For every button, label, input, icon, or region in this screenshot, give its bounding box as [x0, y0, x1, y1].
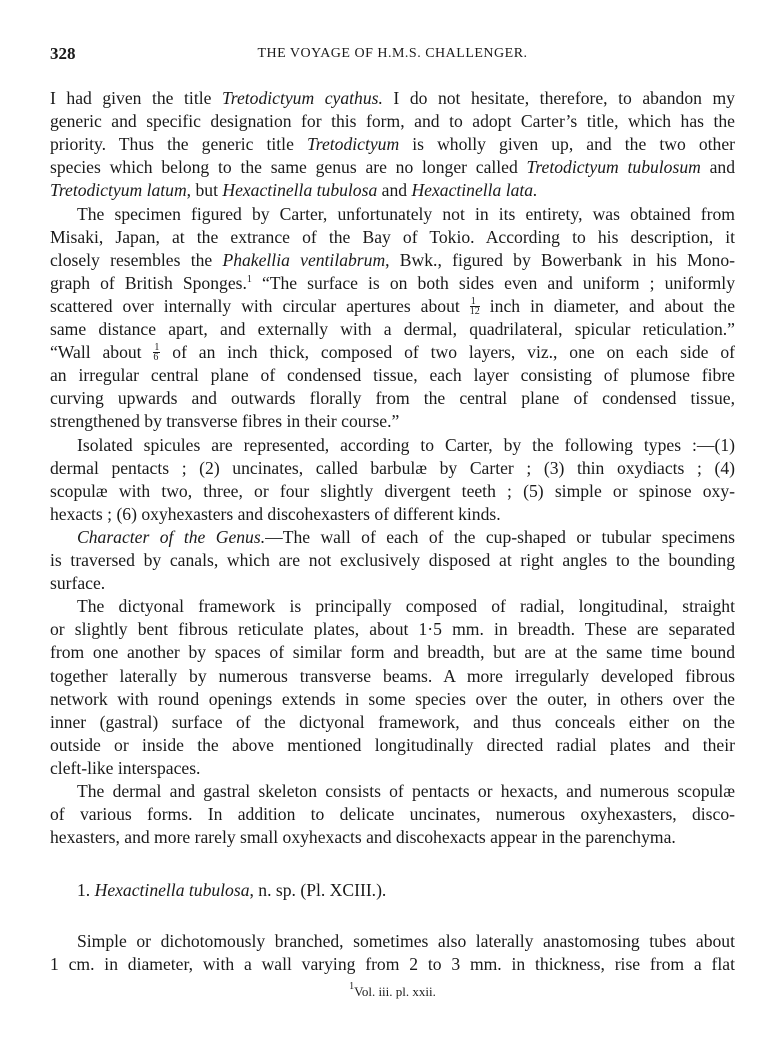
section-plate-ref: , n. sp. (Pl. XCIII.).	[249, 880, 387, 900]
text-line: The specimen figured by Carter, unfortunately not in its entirety, was obtained from	[77, 203, 735, 224]
text-line: cleft-like interspaces.	[50, 757, 201, 778]
text-line: priority. Thus the generic title Tretodictyum is wholly given up, and the two other	[50, 134, 736, 155]
text-line: an irregular central plane of condensed tissue, each layer consisting of plumose fibre	[50, 365, 735, 386]
italic-text: Tretodictyum cyathus.	[221, 88, 383, 108]
text-line: inner (gastral) surface of the dictyonal framework, and thus conceals either on the	[50, 711, 735, 732]
italic-text: Tretodictyum tubulosum	[526, 157, 701, 178]
text-line: I had given the title Tretodictyum cyathus. I do not hesitate, therefore, to abandon my	[50, 88, 735, 108]
text-line: dermal pentacts ; (2) uncinates, called barbulæ by Carter ; (3) thin oxydiacts ; (4)	[50, 457, 735, 478]
italic-text: Phakellia ventilabrum	[222, 249, 386, 270]
italic-text: Tretodictyum latum	[50, 180, 187, 201]
text-line: or slightly bent fibrous reticulate plates, about 1·5 mm. in breadth. These are separated	[50, 619, 735, 640]
italic-text: Hexactinella lata.	[411, 180, 538, 201]
text-line: graph of British Sponges.$^1$ “The surface is on both sides even and uniform ; uniformly	[50, 272, 735, 293]
running-title: THE VOYAGE OF H.M.S. CHALLENGER.	[257, 46, 528, 61]
text-line: scattered over internally with circular apertures about $\frac{1}{12}$ inch in diameter, and about the	[50, 295, 735, 317]
text-line: generic and specific designation for this form, and to adopt Carter’s title, which has the	[50, 111, 735, 132]
text-line: surface.	[50, 573, 106, 594]
text-line: together laterally by numerous transverse beams. A more irregularly developed fibrous	[50, 665, 735, 686]
section-species-name: Hexactinella tubulosa	[94, 880, 250, 900]
section-heading	[77, 878, 386, 902]
text-line: Isolated spicules are represented, according to Carter, by the following types :—(1)	[77, 434, 735, 455]
footnote-reference: 1	[246, 273, 252, 285]
text-line: Tretodictyum latum, but Hexactinella tubulosa and Hexactinella lata.	[50, 180, 538, 201]
page-header	[50, 44, 735, 68]
text-line: Misaki, Japan, at the extrance of the Bay of Tokio. According to his description, it	[50, 226, 735, 247]
text-line: closely resembles the Phakellia ventilabrum, Bwk., figured by Bowerbank in his Mono-	[50, 249, 735, 270]
text-line: outside or inside the above mentioned longitudinally directed radial plates and their	[50, 734, 735, 755]
text-line: The dictyonal framework is principally composed of radial, longitudinal, straight	[77, 596, 735, 617]
text-line: scopulæ with two, three, or four slightly divergent teeth ; (5) simple or spinose oxy-	[50, 480, 735, 501]
text-line: 1 cm. in diameter, with a wall varying from 2 to 3 mm. in thickness, rise from a flat	[50, 954, 735, 975]
text-line: is traversed by canals, which are not exclusively disposed at right angles to the bounding	[50, 550, 735, 570]
text-line: from one another by spaces of similar form and breadth, but are at the same time bound	[50, 642, 735, 663]
text-line: strengthened by transverse fibres in their course.”	[50, 411, 400, 432]
italic-text: Character of the Genus.	[77, 526, 266, 547]
footnote-text: Vol. iii. pl. xxii.	[354, 984, 436, 999]
fraction: $\frac{1}{6}$	[153, 342, 160, 364]
italic-text: Tretodictyum	[306, 134, 400, 155]
text-line: curving upwards and outwards florally from the central plane of condensed tissue,	[50, 388, 735, 409]
section-number: 1.	[77, 880, 91, 900]
text-line: “Wall about $\frac{1}{6}$ of an inch thick, composed of two layers, viz., one on each side of	[50, 342, 735, 364]
text-line: hexacts ; (6) oxyhexasters and discohexasters of different kinds.	[50, 503, 501, 524]
page-number: 328	[50, 44, 76, 63]
text-line: same distance apart, and externally with a dermal, quadrilateral, spicular reticulation.”	[50, 319, 735, 339]
text-line: The dermal and gastral skeleton consists of pentacts or hexacts, and numerous scopulæ	[77, 781, 735, 801]
footnote	[50, 981, 735, 1000]
italic-text: Hexactinella tubulosa	[222, 180, 378, 201]
text-line: Character of the Genus.—The wall of each of the cup-shaped or tubular specimens	[77, 526, 735, 547]
text-line: species which belong to the same genus are no longer called Tretodictyum tubulosum and	[50, 157, 735, 178]
text-line: hexasters, and more rarely small oxyhexacts and discohexacts appear in the parenchyma.	[50, 827, 676, 848]
text-line: of various forms. In addition to delicate uncinates, numerous oxyhexasters, disco-	[50, 804, 735, 825]
footnote-marker: 1	[349, 981, 355, 992]
text-line: Simple or dichotomously branched, sometimes also laterally anastomosing tubes about	[77, 931, 735, 951]
text-line: network with round openings extends in some species over the outer, in others over the	[50, 688, 735, 709]
fraction: $\frac{1}{12}$	[469, 295, 480, 317]
